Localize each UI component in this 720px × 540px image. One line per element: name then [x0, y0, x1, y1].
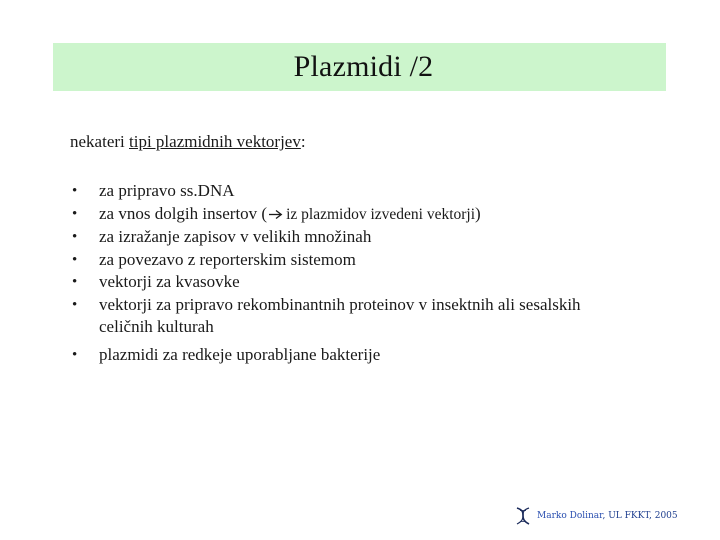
right-arrow-icon [268, 209, 283, 220]
bullet-icon: • [72, 296, 78, 313]
list-item [70, 180, 630, 202]
list-item [70, 226, 630, 248]
bullet-icon: • [72, 251, 78, 268]
bullet-icon: • [72, 205, 78, 222]
list-item-text: za povezavo z reporterskim sistemom [99, 249, 356, 269]
list-item-text: za izražanje zapisov v velikih množinah [99, 227, 372, 246]
list-item-text: za pripravo ss.DNA [99, 181, 235, 200]
list-item [70, 271, 630, 293]
list-item [70, 344, 630, 366]
bullet-icon: • [72, 229, 78, 245]
list-item [70, 249, 630, 271]
list-item-text: vektorji za kvasovke [99, 272, 240, 291]
dna-helix-icon [513, 506, 533, 526]
footer-author: Marko Dolinar [537, 511, 603, 521]
list-item-text: plazmidi za redkeje uporabljane bakterije [99, 344, 381, 364]
bullet-icon: • [72, 183, 78, 199]
intro-line [70, 131, 306, 153]
page-title: Plazmidi /2 [293, 50, 434, 83]
bullet-list [70, 180, 630, 366]
intro-prefix: nekateri [70, 132, 129, 151]
footer-text [537, 511, 678, 521]
list-item [70, 203, 630, 226]
bullet-icon: • [72, 274, 78, 290]
list-item-tail: ) [475, 203, 481, 223]
list-item-note: iz plazmidov izvedeni vektorji [286, 205, 476, 223]
list-item-text: vektorji za pripravo rekombinantnih proteinov v insektnih ali sesalskih celičnih kulturah [99, 294, 581, 336]
intro-underlined: tipi plazmidnih vektorjev [129, 132, 301, 151]
footer-credit [513, 506, 678, 526]
bullet-icon: • [72, 346, 78, 363]
list-item-text: za vnos dolgih insertov ( [99, 203, 268, 223]
footer-rest: , UL FKKT, 2005 [602, 511, 678, 521]
intro-suffix: : [300, 132, 306, 151]
title-banner [53, 43, 666, 91]
list-item [70, 294, 630, 338]
